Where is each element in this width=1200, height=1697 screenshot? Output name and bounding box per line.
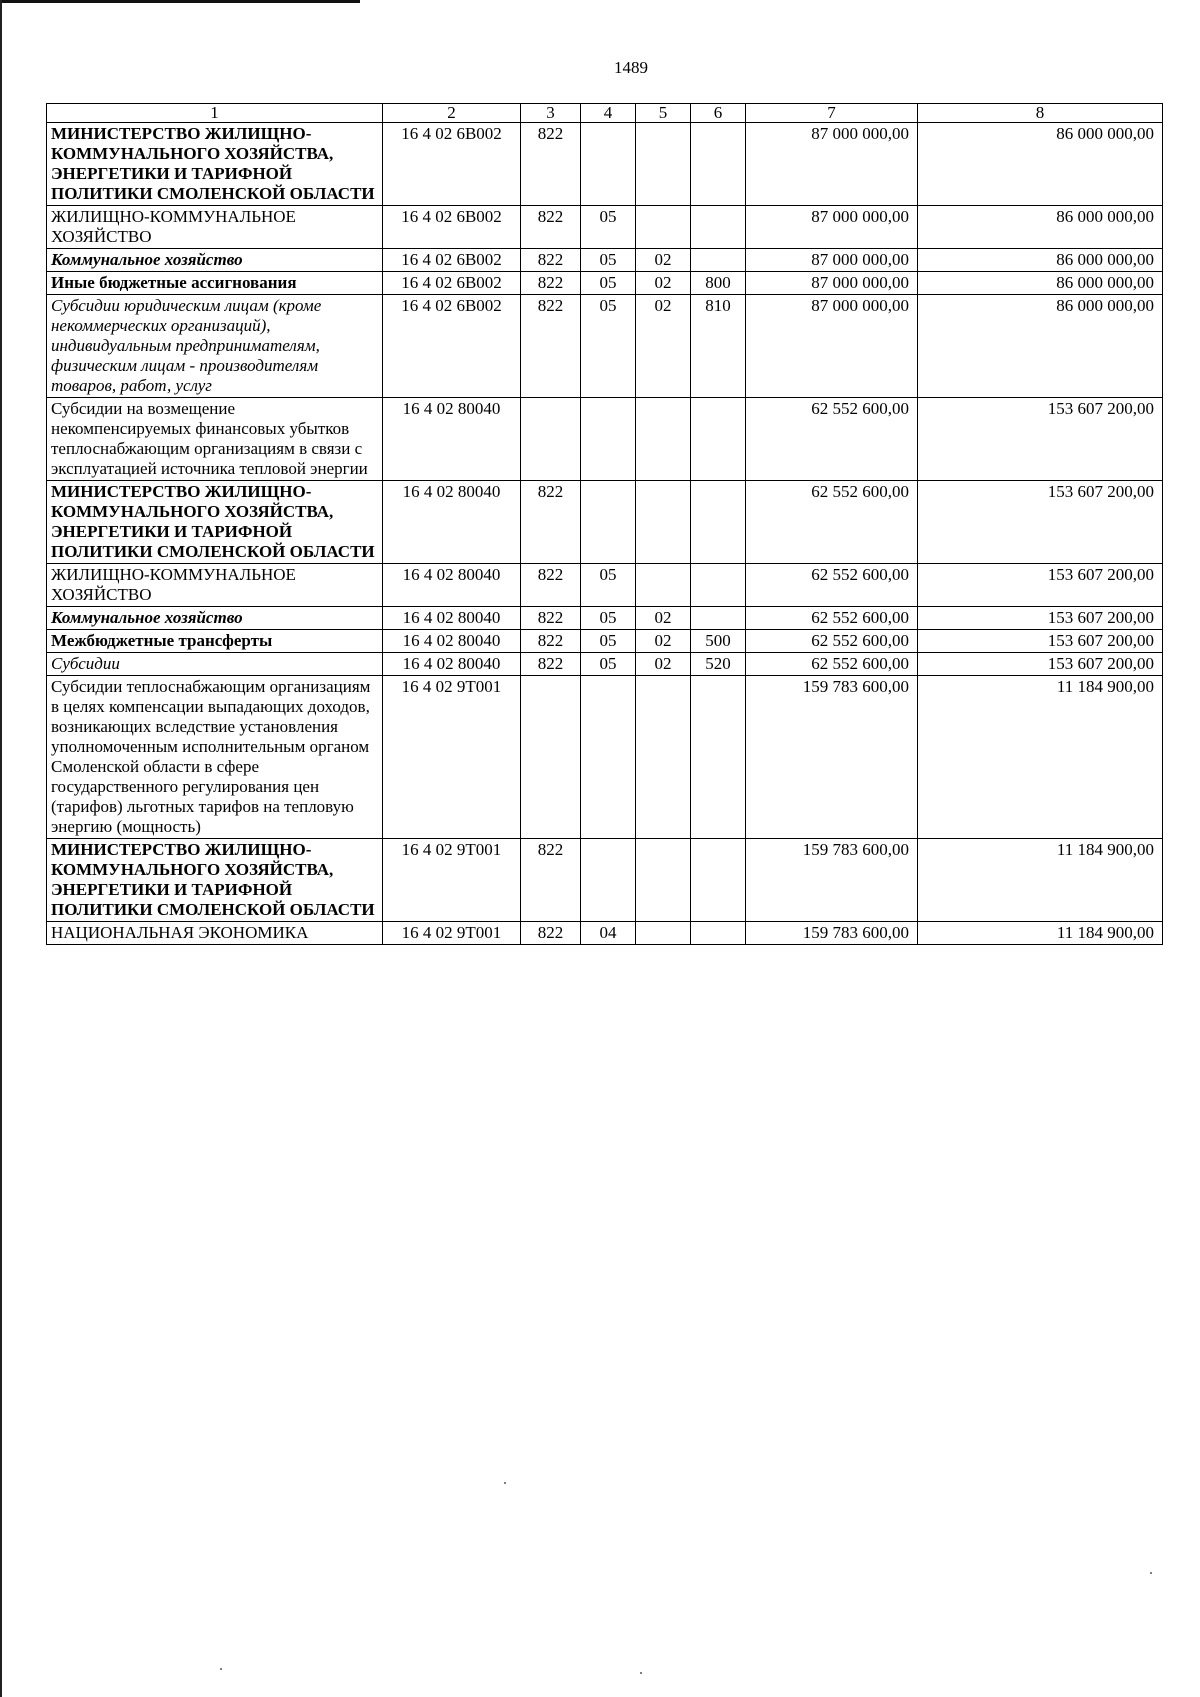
- ministry-code-cell: [521, 676, 581, 839]
- ministry-code-cell: 822: [521, 922, 581, 945]
- header-cell: 2: [383, 104, 521, 123]
- amount-year1-cell: 62 552 600,00: [746, 630, 918, 653]
- target-code-cell: 16 4 02 6В002: [383, 295, 521, 398]
- section-code-cell: 05: [581, 295, 636, 398]
- expense-type-cell: [691, 398, 746, 481]
- header-cell: 6: [691, 104, 746, 123]
- subsection-code-cell: 02: [636, 272, 691, 295]
- section-code-cell: [581, 481, 636, 564]
- section-code-cell: 04: [581, 922, 636, 945]
- header-cell: 7: [746, 104, 918, 123]
- ministry-code-cell: 822: [521, 839, 581, 922]
- section-code-cell: 05: [581, 206, 636, 249]
- ministry-code-cell: 822: [521, 630, 581, 653]
- section-code-cell: 05: [581, 249, 636, 272]
- ministry-code-cell: 822: [521, 607, 581, 630]
- expense-type-cell: [691, 607, 746, 630]
- header-cell: 8: [918, 104, 1163, 123]
- scan-speck: [504, 1482, 506, 1484]
- section-code-cell: [581, 676, 636, 839]
- expense-type-cell: 500: [691, 630, 746, 653]
- amount-year2-cell: 153 607 200,00: [918, 398, 1163, 481]
- subsection-code-cell: 02: [636, 653, 691, 676]
- amount-year1-cell: 159 783 600,00: [746, 922, 918, 945]
- page-number: 1489: [614, 58, 648, 77]
- target-code-cell: 16 4 02 6В002: [383, 249, 521, 272]
- amount-year1-cell: 62 552 600,00: [746, 564, 918, 607]
- amount-year1-cell: 62 552 600,00: [746, 398, 918, 481]
- ministry-code-cell: 822: [521, 295, 581, 398]
- ministry-code-cell: 822: [521, 249, 581, 272]
- amount-year2-cell: 153 607 200,00: [918, 653, 1163, 676]
- amount-year2-cell: 11 184 900,00: [918, 922, 1163, 945]
- table-row: [47, 676, 1163, 839]
- subsection-code-cell: [636, 839, 691, 922]
- header-cell: 5: [636, 104, 691, 123]
- amount-year1-cell: 159 783 600,00: [746, 839, 918, 922]
- table-row: [47, 481, 1163, 564]
- expense-type-cell: [691, 481, 746, 564]
- ministry-code-cell: 822: [521, 653, 581, 676]
- subsection-code-cell: 02: [636, 249, 691, 272]
- amount-year2-cell: 11 184 900,00: [918, 839, 1163, 922]
- expense-type-cell: 810: [691, 295, 746, 398]
- row-name-cell: Иные бюджетные ассигнования: [47, 272, 383, 295]
- subsection-code-cell: 02: [636, 630, 691, 653]
- table-row: [47, 249, 1163, 272]
- target-code-cell: 16 4 02 9Т001: [383, 839, 521, 922]
- ministry-code-cell: 822: [521, 272, 581, 295]
- scan-speck: [640, 1672, 642, 1674]
- budget-table: [46, 103, 1163, 945]
- subsection-code-cell: 02: [636, 607, 691, 630]
- amount-year1-cell: 87 000 000,00: [746, 123, 918, 206]
- subsection-code-cell: [636, 676, 691, 839]
- amount-year1-cell: 87 000 000,00: [746, 295, 918, 398]
- amount-year2-cell: 86 000 000,00: [918, 249, 1163, 272]
- scan-speck: [220, 1668, 222, 1670]
- table-row: [47, 295, 1163, 398]
- expense-type-cell: 800: [691, 272, 746, 295]
- target-code-cell: 16 4 02 80040: [383, 630, 521, 653]
- scan-speck: [1150, 1572, 1152, 1574]
- row-name-cell: Коммунальное хозяйство: [47, 249, 383, 272]
- subsection-code-cell: [636, 398, 691, 481]
- table-row: [47, 564, 1163, 607]
- section-code-cell: 05: [581, 607, 636, 630]
- table-body: [47, 104, 1163, 945]
- scan-edge-left: [0, 0, 2, 1697]
- amount-year1-cell: 62 552 600,00: [746, 607, 918, 630]
- target-code-cell: 16 4 02 6В002: [383, 123, 521, 206]
- target-code-cell: 16 4 02 9Т001: [383, 922, 521, 945]
- expense-type-cell: [691, 564, 746, 607]
- amount-year2-cell: 153 607 200,00: [918, 481, 1163, 564]
- target-code-cell: 16 4 02 80040: [383, 653, 521, 676]
- amount-year2-cell: 11 184 900,00: [918, 676, 1163, 839]
- row-name-cell: Межбюджетные трансферты: [47, 630, 383, 653]
- ministry-code-cell: 822: [521, 123, 581, 206]
- header-cell: 4: [581, 104, 636, 123]
- scan-edge-top: [0, 0, 360, 3]
- amount-year2-cell: 86 000 000,00: [918, 295, 1163, 398]
- target-code-cell: 16 4 02 6В002: [383, 272, 521, 295]
- row-name-cell: НАЦИОНАЛЬНАЯ ЭКОНОМИКА: [47, 922, 383, 945]
- header-cell: 3: [521, 104, 581, 123]
- amount-year1-cell: 87 000 000,00: [746, 206, 918, 249]
- section-code-cell: 05: [581, 272, 636, 295]
- expense-type-cell: [691, 249, 746, 272]
- row-name-cell: ЖИЛИЩНО-КОММУНАЛЬНОЕ ХОЗЯЙСТВО: [47, 206, 383, 249]
- amount-year1-cell: 87 000 000,00: [746, 249, 918, 272]
- table-row: [47, 839, 1163, 922]
- header-cell: 1: [47, 104, 383, 123]
- table-row: [47, 206, 1163, 249]
- table-row: [47, 123, 1163, 206]
- table-row: [47, 630, 1163, 653]
- table-row: [47, 272, 1163, 295]
- amount-year2-cell: 86 000 000,00: [918, 272, 1163, 295]
- row-name-cell: МИНИСТЕРСТВО ЖИЛИЩНО-КОММУНАЛЬНОГО ХОЗЯЙСТВА, ЭНЕРГЕТИКИ И ТАРИФНОЙ ПОЛИТИКИ СМОЛЕНСКОЙ ОБЛАСТИ: [47, 839, 383, 922]
- expense-type-cell: [691, 123, 746, 206]
- table-row: [47, 922, 1163, 945]
- subsection-code-cell: [636, 922, 691, 945]
- row-name-cell: ЖИЛИЩНО-КОММУНАЛЬНОЕ ХОЗЯЙСТВО: [47, 564, 383, 607]
- target-code-cell: 16 4 02 80040: [383, 481, 521, 564]
- expense-type-cell: [691, 676, 746, 839]
- expense-type-cell: 520: [691, 653, 746, 676]
- table-row: [47, 653, 1163, 676]
- row-name-cell: МИНИСТЕРСТВО ЖИЛИЩНО-КОММУНАЛЬНОГО ХОЗЯЙСТВА, ЭНЕРГЕТИКИ И ТАРИФНОЙ ПОЛИТИКИ СМОЛЕНСКОЙ ОБЛАСТИ: [47, 123, 383, 206]
- section-code-cell: 05: [581, 653, 636, 676]
- table-row: [47, 607, 1163, 630]
- table-header-row: [47, 104, 1163, 123]
- ministry-code-cell: 822: [521, 564, 581, 607]
- expense-type-cell: [691, 922, 746, 945]
- amount-year1-cell: 159 783 600,00: [746, 676, 918, 839]
- section-code-cell: [581, 123, 636, 206]
- ministry-code-cell: [521, 398, 581, 481]
- ministry-code-cell: 822: [521, 481, 581, 564]
- amount-year2-cell: 153 607 200,00: [918, 564, 1163, 607]
- section-code-cell: [581, 398, 636, 481]
- subsection-code-cell: 02: [636, 295, 691, 398]
- target-code-cell: 16 4 02 6В002: [383, 206, 521, 249]
- target-code-cell: 16 4 02 80040: [383, 564, 521, 607]
- target-code-cell: 16 4 02 80040: [383, 607, 521, 630]
- expense-type-cell: [691, 839, 746, 922]
- section-code-cell: [581, 839, 636, 922]
- row-name-cell: Субсидии на возмещение некомпенсируемых финансовых убытков теплоснабжающим организациям в связи с эксплуатацией источника тепловой энергии: [47, 398, 383, 481]
- table-row: [47, 398, 1163, 481]
- amount-year1-cell: 62 552 600,00: [746, 481, 918, 564]
- amount-year1-cell: 87 000 000,00: [746, 272, 918, 295]
- amount-year2-cell: 86 000 000,00: [918, 206, 1163, 249]
- ministry-code-cell: 822: [521, 206, 581, 249]
- section-code-cell: 05: [581, 630, 636, 653]
- row-name-cell: МИНИСТЕРСТВО ЖИЛИЩНО-КОММУНАЛЬНОГО ХОЗЯЙСТВА, ЭНЕРГЕТИКИ И ТАРИФНОЙ ПОЛИТИКИ СМОЛЕНСКОЙ ОБЛАСТИ: [47, 481, 383, 564]
- row-name-cell: Субсидии: [47, 653, 383, 676]
- subsection-code-cell: [636, 481, 691, 564]
- subsection-code-cell: [636, 206, 691, 249]
- target-code-cell: 16 4 02 80040: [383, 398, 521, 481]
- subsection-code-cell: [636, 564, 691, 607]
- amount-year1-cell: 62 552 600,00: [746, 653, 918, 676]
- amount-year2-cell: 153 607 200,00: [918, 607, 1163, 630]
- row-name-cell: Коммунальное хозяйство: [47, 607, 383, 630]
- amount-year2-cell: 86 000 000,00: [918, 123, 1163, 206]
- amount-year2-cell: 153 607 200,00: [918, 630, 1163, 653]
- target-code-cell: 16 4 02 9Т001: [383, 676, 521, 839]
- expense-type-cell: [691, 206, 746, 249]
- section-code-cell: 05: [581, 564, 636, 607]
- subsection-code-cell: [636, 123, 691, 206]
- row-name-cell: Субсидии теплоснабжающим организациям в целях компенсации выпадающих доходов, возникающих вследствие установления уполномоченным исполнительным органом Смоленской области в сфере государственного регулирования цен (тарифов) льготных тарифов на тепловую энергию (мощность): [47, 676, 383, 839]
- row-name-cell: Субсидии юридическим лицам (кроме некоммерческих организаций), индивидуальным предпринимателям, физическим лицам - производителям товаров, работ, услуг: [47, 295, 383, 398]
